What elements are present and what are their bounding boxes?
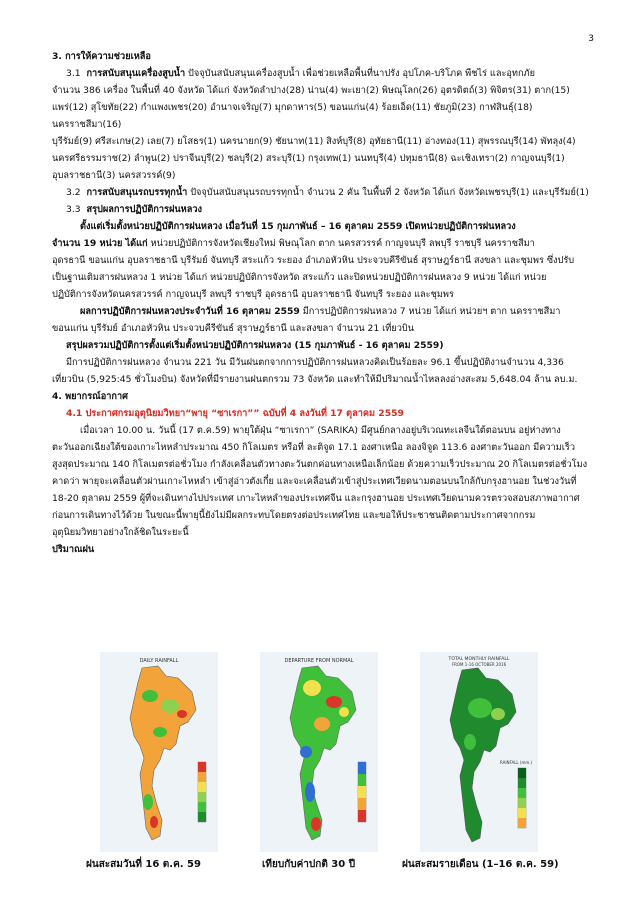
section-4-heading: 4. พยากรณ์อากาศ	[52, 391, 128, 402]
map3-caption: ฝนสะสมรายเดือน (1–16 ต.ค. 59)	[402, 859, 559, 870]
body-line: จำนวน 386 เครื่อง ในพื้นที่ 40 จังหวัด ได้แก่ จังหวัดลำปาง(28) น่าน(4) พะเยา(2) พิษณุโลก(26) อุตรดิตถ์(3) พิจิตร(31) ตาก(15)	[52, 85, 570, 96]
rainfall-maps	[80, 652, 559, 872]
rain-units-list: หน่วยปฏิบัติการจังหวัดเชียงใหม่ พิษณุโลก ตาก นครสวรรค์ กาญจนบุรี ลพบุรี ราชบุรี นครราชสีมา	[147, 238, 535, 249]
body-line: นครศรีธรรมราช(2) ลำพูน(2) ปราจีนบุรี(2) ชลบุรี(2) สระบุรี(1) กรุงเทพ(1) นนทบุรี(4) ปทุมธานี(8) ฉะเชิงเทรา(2) กาญจนบุรี(1)	[52, 153, 565, 164]
rain-para1-line1: ตั้งแต่เริ่มตั้งหน่วยปฏิบัติการฝนหลวง เมื่อวันที่ 15 กุมภาพันธ์ – 16 ตุลาคม 2559 เปิดหน่วยปฏิบัติการฝนหลวง	[80, 221, 516, 232]
body-line: อุตุนิยมวิทยาอย่างใกล้ชิดในระยะนี้	[52, 527, 189, 538]
section-3-2-title: การสนับสนุนรถบรรทุกน้ำ	[86, 187, 188, 198]
map1-title: DAILY RAINFALL	[139, 658, 179, 664]
map3-title: TOTAL MONTHLY RAINFALL	[448, 657, 510, 662]
body-line: อุดรธานี ขอนแก่น อุบลราชธานี บุรีรัมย์ จันทบุรี สระแก้ว ระยอง อำเภอหัวหิน ประจวบคีรีขันธ์ สุราษฎร์ธานี สงขลา และชุมพร ซึ่งปรับ	[52, 255, 575, 266]
section-3-1-title: การสนับสนุนเครื่องสูบน้ำ	[86, 68, 186, 79]
page-number: 3	[588, 34, 594, 44]
body-line: ก่อนการเดินทางไว้ด้วย ในขณะนี้พายุนี้ยังไม่มีผลกระทบโดยตรงต่อประเทศไทย และขอให้ประชาชนติดตามประกาศจากกรม	[52, 510, 536, 521]
body-line: อุบลราชธานี(3) นครสวรรค์(9)	[52, 170, 176, 181]
section-3-2-text: ปัจจุบันสนับสนุนรถบรรทุกน้ำ จำนวน 2 คัน ในพื้นที่ 2 จังหวัด ได้แก่ จังหวัดเพชรบุรี(1) และบุรีรัมย์(1)	[187, 187, 589, 198]
departure-map-image	[260, 652, 378, 852]
section-3-1-line	[52, 65, 592, 82]
body-line: คาดว่า พายุจะเคลื่อนตัวผ่านเกาะไหหลำ เข้าสู่อ่าวตังเกี๋ย และจะเคลื่อนตัวเข้าสู่ประเทศเวียดนามตอนบนใกล้กับกรุงฮานอย ในช่วงวันที่	[52, 476, 577, 487]
section-3-1-number: 3.1	[66, 68, 81, 79]
section-3-3-title: สรุปผลการปฏิบัติการฝนหลวง	[86, 204, 202, 215]
monthly-rainfall-map-image	[420, 652, 538, 852]
section-4-1-announcement: 4.1 ประกาศกรมอุตุนิยมวิทยา“พายุ “ซาเรกา”” ฉบับที่ 4 ลงวันที่ 17 ตุลาคม 2559	[66, 408, 404, 419]
section-3-3-line	[52, 201, 592, 218]
rainfall-heading: ปริมาณฝน	[52, 544, 95, 555]
map1-caption: ฝนสะสมวันที่ 16 ต.ค. 59	[86, 859, 201, 870]
section-3-1-text: ปัจจุบันสนับสนุนเครื่องสูบน้ำ เพื่อช่วยเหลือพื้นที่นาปรัง อุปโภค-บริโภค พืชไร่ และอุทกภัย	[185, 68, 535, 79]
section-3-heading: 3. การให้ความช่วยเหลือ	[52, 51, 151, 62]
section-3-3-number: 3.3	[66, 204, 81, 215]
departure-from-normal-map	[260, 652, 378, 852]
body-line: 18-20 ตุลาคม 2559 ผู้ที่จะเดินทางไปประเทศ เกาะไหหลำของประเทศจีน และกรุงฮานอย ประเทศเวียดนามควรตรวจสอบสภาพอากาศ	[52, 493, 580, 504]
body-line: เมื่อเวลา 10.00 น. วันนี้ (17 ต.ค.59) พายุใต้ฝุ่น “ซาเรกา” (SARIKA) มีศูนย์กลางอยู่บริเวณทะเลจีนใต้ตอนบน อยู่ห่างทาง	[80, 425, 561, 436]
body-line: บุรีรัมย์(9) ศรีสะเกษ(2) เลย(7) ยโสธร(1) นครนายก(9) ชัยนาท(11) สิงห์บุรี(8) อุทัยธานี(11) อ่างทอง(11) สุพรรณบุรี(14) พัทลุง(4)	[52, 136, 576, 147]
total-monthly-rainfall-map	[420, 652, 538, 852]
body-line: เที่ยวบิน (5,925:45 ชั่วโมงบิน) จังหวัดที่มีรายงานฝนตกรวม 73 จังหวัด และทำให้มีปริมาณน้ำไหลลงอ่างสะสม 5,648.04 ล้าน ลบ.ม.	[52, 374, 578, 385]
rain-units-count: จำนวน 19 หน่วย ได้แก่	[52, 238, 148, 249]
section-3-2-number: 3.2	[66, 187, 81, 198]
body-line: มีการปฏิบัติการฝนหลวง จำนวน 221 วัน มีวันฝนตกจากการปฏิบัติการฝนหลวงคิดเป็นร้อยละ 96.1 ขึ้นปฏิบัติงานจำนวน 4,336	[66, 357, 564, 368]
map3-subtitle: FROM 1-16 OCTOBER 2016	[451, 662, 507, 667]
daily-rainfall-map-image	[100, 652, 218, 852]
rain-summary-title: สรุปผลรวมปฏิบัติการตั้งแต่เริ่มตั้งหน่วยปฏิบัติการฝนหลวง (15 กุมภาพันธ์ - 16 ตุลาคม 2559)	[66, 340, 444, 351]
map3-legend-label: RAINFALL (mm.)	[500, 760, 533, 765]
rain-daily-title: ผลการปฏิบัติการฝนหลวงประจำวันที่ 16 ตุลาคม 2559	[80, 306, 300, 317]
body-line: ตะวันออกเฉียงใต้ของเกาะไหหลำประมาณ 450 กิโลเมตร หรือที่ ละติจูด 17.1 องศาเหนือ ลองจิจูด 113.6 องศาตะวันออก มีความเร็ว	[52, 442, 575, 453]
map2-title: DEPARTURE FROM NORMAL	[284, 658, 354, 664]
section-3-2-line	[52, 184, 592, 201]
body-line: แพร่(12) สุโขทัย(22) กำแพงเพชร(20) อำนาจเจริญ(7) มุกดาหาร(5) ขอนแก่น(4) ร้อยเอ็ด(11) ชัยภูมิ(23) กาฬสินธุ์(18) นครราชสีมา(16)	[52, 102, 533, 130]
rain-daily-result	[52, 303, 592, 320]
content	[52, 48, 592, 558]
body-line: ขอนแก่น บุรีรัมย์ อำเภอหัวหิน ประจวบคีรีขันธ์ สุราษฎร์ธานี และสงขลา จำนวน 21 เที่ยวบิน	[52, 323, 414, 334]
daily-rainfall-map	[100, 652, 218, 852]
body-line: เป็นฐานเติมสารฝนหลวง 1 หน่วย ได้แก่ หน่วยปฏิบัติการจังหวัด สระแก้ว และปิดหน่วยปฏิบัติการฝนหลวง 9 หน่วย ได้แก่ หน่วย	[52, 272, 547, 283]
body-line: สูงสุดประมาณ 140 กิโลเมตรต่อชั่วโมง กำลังเคลื่อนตัวทางตะวันตกค่อนทางเหนือเล็กน้อย ด้วยความเร็วประมาณ 20 กิโลเมตรต่อชั่วโมง	[52, 459, 588, 470]
rain-para1-line2	[52, 235, 592, 252]
map2-caption: เทียบกับค่าปกติ 30 ปี	[262, 859, 356, 870]
body-line: ปฏิบัติการจังหวัดนครสวรรค์ กาญจนบุรี ลพบุรี ราชบุรี อุดรธานี อุบลราชธานี จันทบุรี ระยอง และชุมพร	[52, 289, 454, 300]
rain-daily-text: มีการปฏิบัติการฝนหลวง 7 หน่วย ได้แก่ หน่วยฯ ตาก นครราชสีมา	[299, 306, 561, 317]
